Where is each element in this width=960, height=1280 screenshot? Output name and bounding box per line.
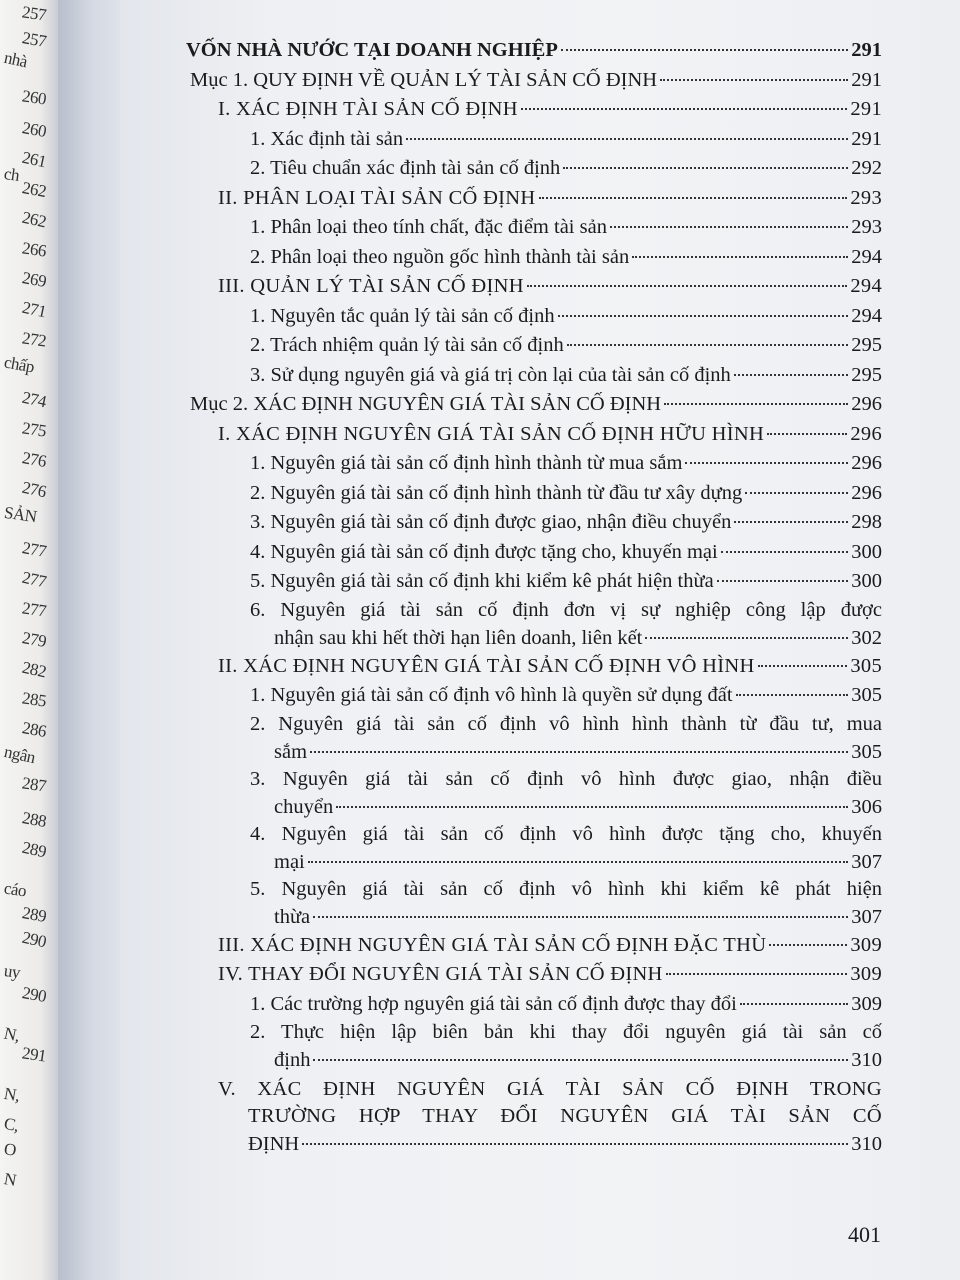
left-page-fragment: 290	[20, 927, 48, 952]
toc-entry-line: 3. Nguyên giá tài sản cố định vô hình được giao, nhận điều	[250, 767, 882, 790]
toc-entry-title-end: sắm	[274, 740, 308, 763]
left-page-fragment: SẢN	[2, 502, 38, 527]
toc-page-number: 310	[851, 1133, 882, 1155]
left-page-fragment: 289	[20, 837, 48, 862]
toc-entry-title: I. XÁC ĐỊNH TÀI SẢN CỐ ĐỊNH	[218, 98, 518, 120]
left-page-fragment: 277	[20, 567, 48, 592]
toc-entry	[186, 36, 882, 66]
left-page-fragment: 286	[20, 718, 48, 741]
left-page-fragment: 289	[20, 903, 48, 926]
toc-page-number: 310	[851, 1049, 882, 1071]
toc-page-number: 291	[851, 68, 882, 91]
left-page-fragment: 266	[20, 238, 48, 261]
toc-entry-line: 5. Nguyên giá tài sản cố định vô hình khi kiểm kê phát hiện	[250, 877, 882, 900]
left-page-fragment: C,	[2, 1113, 21, 1136]
toc-entry	[186, 681, 882, 711]
left-page-fragment: 257	[20, 28, 48, 51]
left-page-fragment: O	[2, 1139, 18, 1160]
toc-page-number: 291	[851, 127, 882, 150]
toc-entry-line: 2. Thực hiện lập biên bản khi thay đổi nguyên giá tài sản cố	[250, 1021, 882, 1043]
toc-page-number: 305	[850, 654, 882, 677]
toc-page-number: 294	[850, 275, 882, 297]
toc-entry-title: 1. Phân loại theo tính chất, đặc điểm tài sản	[250, 216, 607, 238]
dot-leader	[527, 285, 848, 287]
toc-page-number: 294	[851, 245, 882, 268]
toc-entry	[186, 931, 882, 961]
toc-entry	[186, 125, 882, 155]
dot-leader	[736, 694, 849, 696]
toc-page-number: 307	[851, 905, 882, 928]
toc-page-number: 306	[851, 795, 882, 818]
toc-page-number: 307	[851, 850, 882, 873]
left-page-fragment: 271	[20, 297, 48, 322]
dot-leader	[310, 751, 848, 753]
dot-leader	[645, 637, 848, 639]
left-page-fragment: 274	[20, 387, 48, 412]
left-page-fragment: 262	[20, 178, 48, 201]
dot-leader	[308, 861, 849, 863]
left-page-fragment: 290	[20, 983, 48, 1006]
dot-leader	[717, 580, 849, 582]
toc-entry-title-end: chuyển	[274, 795, 334, 818]
toc-entry-title: 2. Phân loại theo nguồn gốc hình thành tài sản	[250, 245, 630, 268]
toc-page-number: 300	[851, 540, 882, 563]
toc-entry-title: 1. Nguyên tắc quản lý tài sản cố định	[250, 304, 555, 327]
toc-entry	[186, 449, 882, 479]
left-page-fragment: 279	[20, 628, 48, 651]
dot-leader	[767, 433, 847, 435]
toc-entry-title-end: ĐỊNH	[248, 1133, 300, 1155]
dot-leader	[758, 665, 848, 667]
toc-page-number: 296	[851, 481, 882, 504]
toc-page-number: 296	[850, 422, 882, 445]
left-page-fragment: N	[2, 1169, 18, 1190]
toc-entry-title: 5. Nguyên giá tài sản cố định khi kiểm kê phát hiện thừa	[250, 570, 714, 592]
toc-entry-title: 4. Nguyên giá tài sản cố định được tặng cho, khuyến mại	[250, 540, 718, 563]
dot-leader	[769, 944, 847, 946]
toc-entry-line: 2. Nguyên giá tài sản cố định vô hình hình thành từ đầu tư, mua	[250, 712, 882, 735]
left-page-fragment: 260	[20, 86, 48, 109]
left-page-fragment: 272	[20, 328, 48, 351]
toc-entry	[186, 154, 882, 184]
toc-entry	[186, 567, 882, 597]
toc-entry	[186, 538, 882, 568]
toc-entry-line: V. XÁC ĐỊNH NGUYÊN GIÁ TÀI SẢN CỐ ĐỊNH TRONG	[218, 1078, 882, 1100]
toc-entry-title: 1. Xác định tài sản	[250, 127, 404, 150]
left-page-fragment: 288	[20, 808, 48, 831]
toc-page-number: 291	[850, 98, 882, 120]
toc-entry	[186, 766, 882, 821]
toc-page-number: 295	[851, 334, 882, 356]
toc-page-number: 294	[851, 304, 882, 327]
dot-leader	[740, 1003, 848, 1005]
dot-leader	[685, 462, 848, 464]
dot-leader	[660, 79, 848, 81]
toc-page-number: 291	[851, 39, 882, 61]
toc-page-number: 295	[851, 363, 882, 386]
left-page-fragment: 282	[20, 657, 48, 682]
toc-entry	[186, 213, 882, 243]
toc-entry	[186, 876, 882, 931]
left-page-fragment: 287	[20, 773, 48, 796]
left-page-fragment: cáo	[2, 878, 28, 901]
dot-leader	[313, 1059, 848, 1061]
left-page-fragment: N,	[2, 1083, 22, 1106]
left-page-fragment: nhà	[2, 47, 29, 72]
toc-entry-title: I. XÁC ĐỊNH NGUYÊN GIÁ TÀI SẢN CỐ ĐỊNH HỮU HÌNH	[218, 422, 765, 445]
toc-entry	[186, 361, 882, 391]
toc-page-number: 302	[851, 626, 882, 649]
left-page-fragment: 262	[20, 207, 48, 232]
left-page-fragment: 285	[20, 688, 48, 711]
toc-entry-line: TRƯỜNG HỢP THAY ĐỔI NGUYÊN GIÁ TÀI SẢN CỐ	[248, 1105, 882, 1127]
toc-entry-title: Mục 2. XÁC ĐỊNH NGUYÊN GIÁ TÀI SẢN CỐ ĐỊNH	[190, 393, 662, 415]
toc-entry	[186, 243, 882, 273]
dot-leader	[734, 374, 848, 376]
toc-page-number: 293	[851, 216, 882, 238]
left-page-fragment: 276	[20, 477, 48, 502]
toc-entry-title-end: thừa	[274, 905, 311, 928]
toc-entry-title: VỐN NHÀ NƯỚC TẠI DOANH NGHIỆP	[186, 39, 558, 61]
toc-entry	[186, 1019, 882, 1074]
dot-leader	[302, 1143, 848, 1145]
left-page-fragment: 269	[20, 268, 48, 291]
dot-leader	[664, 403, 848, 405]
dot-leader	[521, 108, 848, 110]
toc-entry-title-end: định	[274, 1049, 311, 1071]
toc-entry	[186, 1076, 882, 1158]
toc-entry-title-end: mại	[274, 850, 305, 873]
toc-entry-title: III. XÁC ĐỊNH NGUYÊN GIÁ TÀI SẢN CỐ ĐỊNH ĐẶC THÙ	[218, 933, 767, 956]
toc-entry-title: Mục 1. QUY ĐỊNH VỀ QUẢN LÝ TÀI SẢN CỐ ĐỊNH	[190, 68, 658, 91]
dot-leader	[313, 916, 848, 918]
toc-entry-line: 6. Nguyên giá tài sản cố định đơn vị sự nghiệp công lập được	[250, 598, 882, 621]
toc-page-number: 296	[851, 452, 882, 474]
dot-leader	[632, 256, 848, 258]
left-page-fragment: 276	[20, 448, 48, 471]
toc-page-number: 305	[851, 740, 882, 763]
toc-entry	[186, 66, 882, 96]
toc-entry	[186, 331, 882, 361]
toc-entry-title: III. QUẢN LÝ TÀI SẢN CỐ ĐỊNH	[218, 275, 524, 297]
left-page-fragment: 291	[20, 1043, 48, 1066]
toc-entry	[186, 652, 882, 682]
toc-entry	[186, 272, 882, 302]
toc-entry	[186, 711, 882, 766]
toc-entry	[186, 184, 882, 214]
left-page-fragment: uy	[2, 960, 22, 983]
dot-leader	[561, 49, 848, 51]
toc-page-number: 296	[851, 393, 882, 415]
toc-entry-title: 3. Sử dụng nguyên giá và giá trị còn lại của tài sản cố định	[250, 363, 731, 386]
toc-entry	[186, 508, 882, 538]
toc-page-number: 300	[851, 570, 882, 592]
dot-leader	[406, 138, 848, 140]
toc-entry	[186, 390, 882, 420]
toc-page-number: 292	[851, 157, 882, 179]
toc-page-number: 309	[850, 933, 882, 956]
left-page-fragment: ngân	[2, 741, 37, 768]
toc-entry-title: 2. Trách nhiệm quản lý tài sản cố định	[250, 334, 564, 356]
dot-leader	[745, 492, 848, 494]
dot-leader	[336, 806, 848, 808]
toc-entry-title: 1. Nguyên giá tài sản cố định vô hình là quyền sử dụng đất	[250, 684, 733, 706]
dot-leader	[567, 344, 849, 346]
toc-entry	[186, 960, 882, 990]
toc-entry	[186, 479, 882, 509]
dot-leader	[721, 551, 849, 553]
toc-entry-title: 1. Nguyên giá tài sản cố định hình thành từ mua sắm	[250, 452, 683, 474]
toc-entry	[186, 821, 882, 876]
toc-page-number: 309	[850, 963, 882, 985]
toc-entry	[186, 420, 882, 450]
left-page-fragment: ch	[2, 164, 21, 185]
dot-leader	[539, 197, 848, 199]
dot-leader	[563, 167, 848, 169]
toc-entry	[186, 95, 882, 125]
left-page-fragment: 257	[20, 2, 48, 25]
toc-entry-title: II. PHÂN LOẠI TÀI SẢN CỐ ĐỊNH	[218, 186, 536, 209]
toc-entry-title: 2. Tiêu chuẩn xác định tài sản cố định	[250, 157, 561, 179]
left-page-fragment: N,	[2, 1023, 22, 1046]
left-page-fragment: 277	[20, 598, 48, 621]
toc-entry	[186, 302, 882, 332]
page-number: 401	[848, 1222, 881, 1247]
toc-entry-title: IV. THAY ĐỔI NGUYÊN GIÁ TÀI SẢN CỐ ĐỊNH	[218, 963, 663, 985]
toc-page-number: 293	[850, 186, 882, 209]
left-page-fragment: 277	[20, 538, 48, 561]
left-page-edge	[0, 0, 58, 1280]
left-page-fragment: 260	[20, 118, 48, 141]
toc-page-number: 309	[851, 992, 882, 1015]
dot-leader	[558, 315, 849, 317]
table-of-contents	[186, 36, 882, 1158]
toc-entry-title: 3. Nguyên giá tài sản cố định được giao, nhận điều chuyển	[250, 511, 732, 533]
dot-leader	[610, 226, 848, 228]
left-page-fragment: 275	[20, 418, 48, 441]
left-page-fragment: 261	[20, 147, 48, 172]
toc-entry	[186, 597, 882, 652]
toc-entry-line: 4. Nguyên giá tài sản cố định vô hình được tặng cho, khuyến	[250, 822, 882, 845]
dot-leader	[734, 521, 848, 523]
toc-entry-title: 1. Các trường hợp nguyên giá tài sản cố định được thay đổi	[250, 992, 737, 1015]
toc-page-number: 298	[851, 511, 882, 533]
toc-page-number: 305	[851, 684, 882, 706]
toc-entry-title-end: nhận sau khi hết thời hạn liên doanh, liên kết	[274, 626, 643, 649]
toc-entry	[186, 990, 882, 1020]
toc-entry-title: 2. Nguyên giá tài sản cố định hình thành từ đầu tư xây dựng	[250, 481, 743, 504]
toc-entry-title: II. XÁC ĐỊNH NGUYÊN GIÁ TÀI SẢN CỐ ĐỊNH VÔ HÌNH	[218, 654, 755, 677]
left-page-fragment: chấp	[2, 352, 36, 377]
dot-leader	[666, 973, 848, 975]
